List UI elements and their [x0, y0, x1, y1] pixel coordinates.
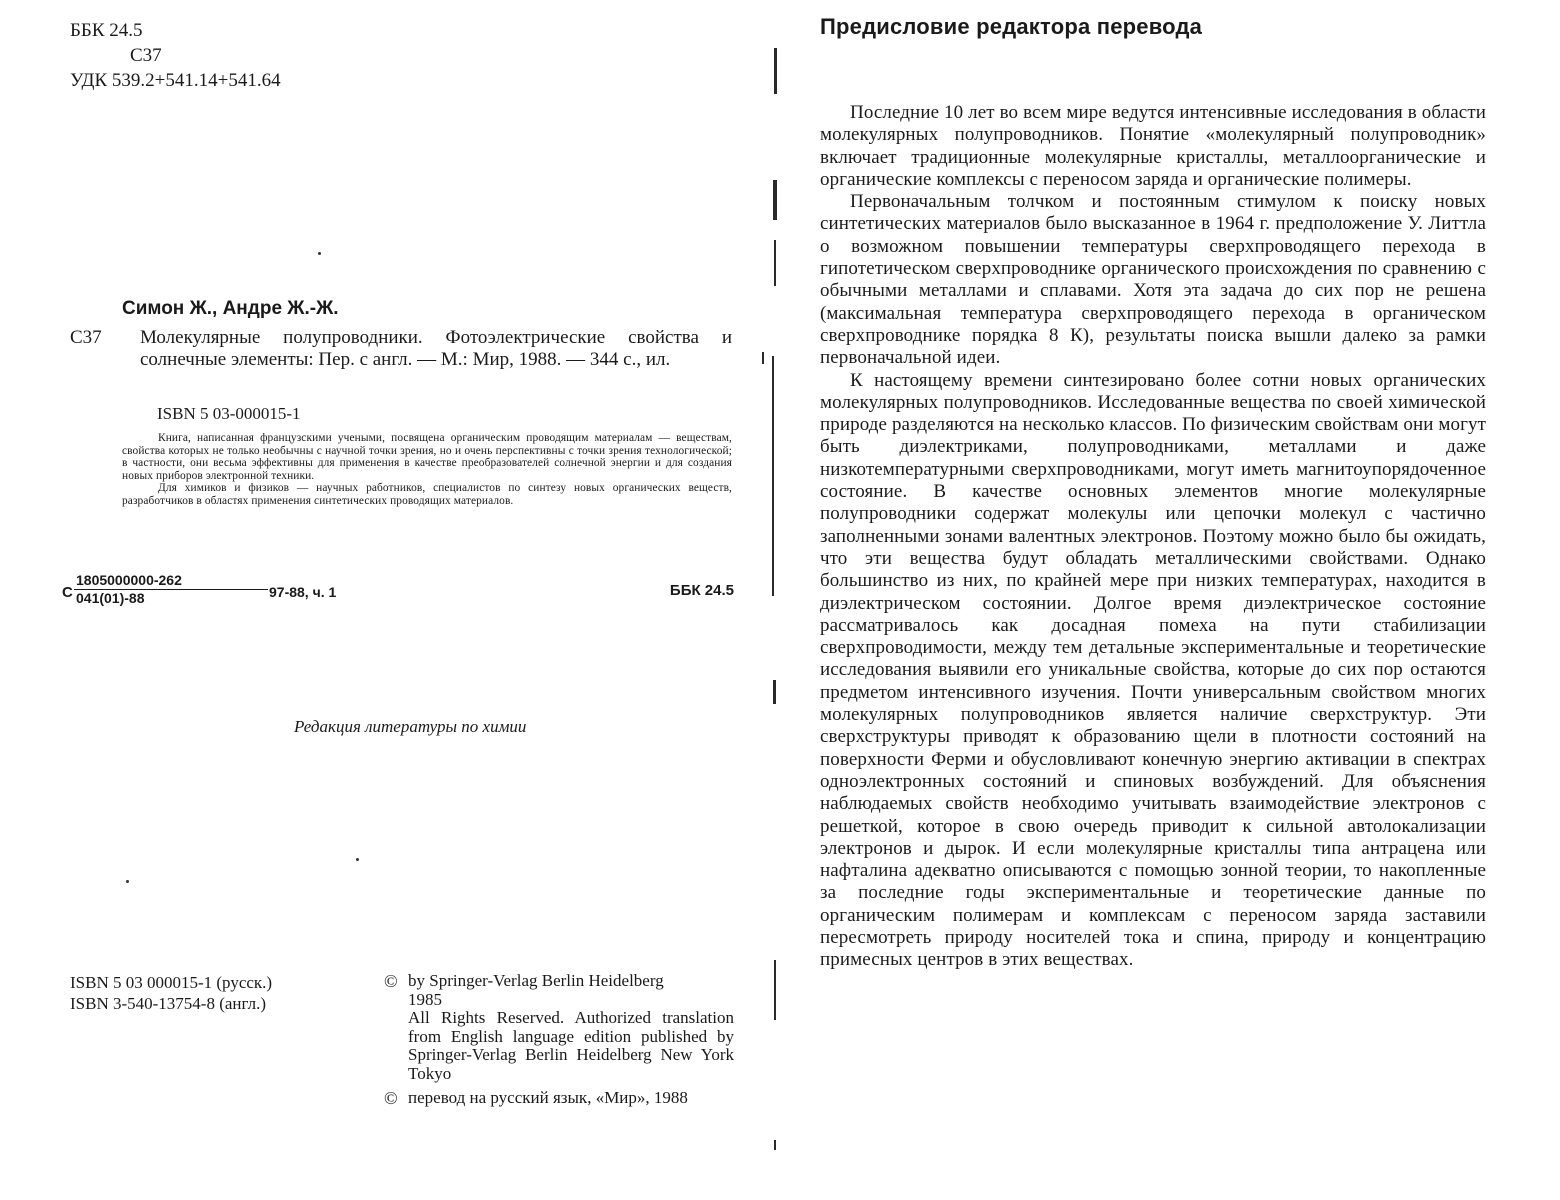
- isbn-russian: ISBN 5 03 000015-1 (русск.): [70, 973, 273, 992]
- catalog-denominator: 041(01)-88: [76, 590, 145, 606]
- scan-edge-mark: [774, 240, 776, 286]
- catalog-line: [62, 572, 734, 612]
- editorial-office: Редакция литературы по химии: [294, 717, 527, 736]
- annotation-paragraph: Книга, написанная французскими учеными, посвящена органическим проводящим материалам — веществам, свойства которых не только необычны с научной точки зрения, но и очень перспективны с точки зрения технологической; в частности, они весьма эффективны для применения в качестве преобразователей солнечной энергии и для создания новых приборов электронной техники.: [122, 432, 732, 482]
- scan-edge-mark: [773, 180, 777, 220]
- book-title-description: Молекулярные полупроводники. Фотоэлектрические свойства и солнечные элементы: Пер. с англ. — М.: Мир, 1988. — 344 с., ил.: [140, 327, 732, 370]
- annotation: [122, 432, 732, 508]
- bbk-label: ББК 24.5: [70, 20, 143, 41]
- isbn-list: [70, 972, 272, 1014]
- copyright-icon: ©: [384, 971, 398, 991]
- copyright-translation: [384, 1089, 734, 1108]
- copyright-year: 1985: [408, 989, 442, 1009]
- scan-edge-mark: [772, 356, 774, 596]
- preface-title: Предисловие редактора перевода: [820, 14, 1203, 39]
- authors: Симон Ж., Андре Ж.-Ж.: [122, 298, 339, 319]
- catalog-numerator: 1805000000-262: [74, 572, 268, 590]
- preface-body: [820, 102, 1486, 972]
- udk-label: УДК 539.2+541.14+541.64: [70, 70, 281, 91]
- copyright-original: [384, 972, 734, 1083]
- classification-block: [70, 18, 281, 93]
- catalog-bbk: ББК 24.5: [669, 582, 734, 599]
- preface-paragraph: Первоначальным толчком и постоянным стимулом к поиску новых синтетических материалов было высказанное в 1964 г. предположение У. Литтла о возможном повышении температуры сверхпроводящего перехода в гипотетическом сверхпроводнике органического происхождения по сравнению с обычными металлами и сплавами. Хотя эта задача до сих пор не решена (максимальная температура сверхпроводящего перехода в органическом сверхпроводнике порядка 8 К), результаты поиска вышли далеко за рамки первоначальной идеи.: [820, 191, 1486, 369]
- copyright-icon: ©: [384, 1088, 398, 1108]
- preface-paragraph: Последние 10 лет во всем мире ведутся интенсивные исследования в области молекулярных полупроводников. Понятие «молекулярный полупроводник» включает традиционные молекулярные кристаллы, металлоорганические и органические комплексы с переносом заряда и органические полимеры.: [820, 102, 1486, 190]
- right-page: [790, 0, 1560, 1200]
- scan-edge-mark: [774, 48, 777, 94]
- scan-edge-mark: [773, 680, 776, 704]
- author-code: С37: [130, 45, 162, 66]
- catalog-prefix: С: [62, 584, 73, 601]
- translation-copyright-text: перевод на русский язык, «Мир», 1988: [408, 1088, 688, 1107]
- catalog-suffix: 97-88, ч. 1: [269, 584, 337, 600]
- preface-paragraph: К настоящему времени синтезировано более сотни новых органических молекулярных полупроводников. Исследованные вещества по своей химической природе разделяются на несколько классов. По физическим свойствам они могут быть диэлектриками, полупроводниками, металлами и даже низкотемпературными сверхпроводниками, могут иметь магнитоупорядоченное состояние. В качестве основных элементов многие молекулярные полупроводники содержат молекулы или цепочки молекул с частично заполненными зонами валентных электронов. Поэтому можно было бы ожидать, что эти вещества будут обладать металлическими свойствами. Однако большинство из них, по крайней мере при низких температурах, находится в диэлектрическом состоянии. Долгое время диэлектрическое состояние рассматривалось как досадная помеха на пути стабилизации сверхпроводимости, между тем детальные экспериментальные и теоретические исследования выявили его уникальные свойства, которые до сих пор остаются предметом интенсивного изучения. Почти универсальным свойством многих молекулярных полупроводников является наличие сверхструктур. Эти сверхструктуры приводят к образованию щели в плотности состояний на поверхности Ферми и обусловливают конечную энергию активации в спектрах одноэлектронных состояний и спиновых возбуждений. Для объяснения наблюдаемых свойств необходимо учитывать взаимодействие электронов с решеткой, которое в свою очередь приводит к сильной автолокализации электронов и дырок. И если молекулярные кристаллы типа антрацена или нафталина адекватно описываются с помощью зонной теории, то накопленные за последние годы экспериментальные и теоретические данные по органическим полимерам и комплексам с переносом заряда заставили пересмотреть природу носителей тока и спина, природу и концентрацию примесных центров в этих веществах.: [820, 369, 1486, 971]
- copyright-rights: All Rights Reserved. Authorized translation from English language edition published by Springer-Verlag Berlin Heidelberg New York Tokyo: [408, 1008, 734, 1083]
- scan-edge-mark: [774, 960, 776, 1020]
- speck: [126, 880, 129, 883]
- copyright-block: [384, 972, 734, 1108]
- isbn-main: ISBN 5 03-000015-1: [157, 404, 301, 423]
- annotation-paragraph: Для химиков и физиков — научных работников, специалистов по синтезу новых органических веществ, разработчиков в областях применения синтетических проводящих материалов.: [122, 482, 732, 507]
- scan-edge-mark: [774, 1140, 776, 1150]
- scan-edge-mark: [762, 352, 764, 364]
- catalog-fraction: [74, 572, 268, 607]
- speck: [318, 252, 321, 255]
- isbn-english: ISBN 3-540-13754-8 (англ.): [70, 994, 267, 1013]
- left-page: [0, 0, 760, 1200]
- copyright-line: by Springer-Verlag Berlin Heidelberg: [408, 971, 664, 990]
- catalog-code: С37: [70, 327, 102, 348]
- speck: [356, 858, 359, 861]
